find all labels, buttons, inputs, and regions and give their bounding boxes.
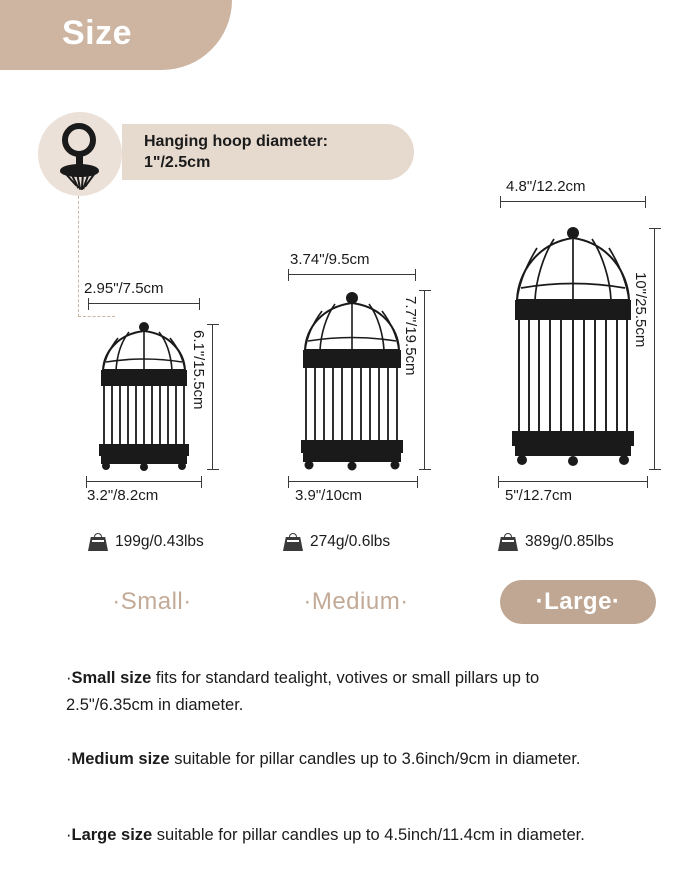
size-chip-large[interactable]: ·Large· (500, 580, 656, 624)
weight-value-medium: 274g/0.6lbs (310, 533, 391, 550)
size-chip-medium[interactable]: ·Medium· (303, 588, 409, 615)
dim-line-small-height (212, 324, 213, 470)
cage-svg-medium (288, 288, 416, 478)
hanging-hoop-illustration (36, 110, 124, 198)
dim-line-medium-base (288, 481, 418, 482)
description-small-bold: Small size (71, 669, 152, 687)
cage-svg-small (88, 318, 200, 478)
dim-large-top-width: 4.8"/12.2cm (506, 178, 586, 195)
description-large-prefix: · (66, 826, 72, 844)
weight-icon (283, 533, 303, 551)
weight-value-large: 389g/0.85lbs (525, 533, 614, 550)
callout-leader-line (78, 196, 115, 317)
hoop-diameter-line2: 1"/2.5cm (144, 154, 211, 171)
dim-line-medium-top (288, 274, 416, 275)
dim-medium-base-width: 3.9"/10cm (295, 487, 363, 504)
dim-medium-top-width: 3.74"/9.5cm (290, 251, 370, 268)
dim-small-top-width: 2.95"/7.5cm (84, 280, 164, 297)
dim-small-height: 6.1"/15.5cm (190, 330, 207, 410)
hoop-diameter-line1: Hanging hoop diameter: (144, 133, 328, 150)
weight-row-small (88, 533, 204, 551)
dim-line-large-top (500, 201, 646, 202)
description-medium-prefix: · (66, 750, 72, 768)
page-title: Size (62, 14, 133, 52)
description-small-rest: fits for standard tealight, votives or small pillars up to 2.5"/6.35cm in diameter. (66, 669, 540, 714)
weight-value-small: 199g/0.43lbs (115, 533, 204, 550)
description-large-bold: Large size (71, 826, 153, 844)
size-chip-small[interactable]: ·Small· (112, 588, 192, 615)
description-small-prefix: · (66, 669, 72, 687)
hoop-diameter-callout (122, 124, 414, 180)
dim-line-medium-height (424, 290, 425, 470)
cage-illustration-large (500, 224, 646, 478)
cage-svg-large (500, 224, 646, 478)
cage-illustration-small (88, 318, 200, 478)
dim-line-small-base (86, 481, 202, 482)
weight-icon (498, 533, 518, 551)
description-medium-rest: suitable for pillar candles up to 3.6inch/9cm in diameter. (169, 750, 581, 768)
dim-large-height: 10"/25.5cm (632, 272, 649, 348)
hanging-hoop-icon (62, 123, 96, 157)
cage-illustration-medium (288, 288, 416, 478)
dim-medium-height: 7.7"/19.5cm (402, 296, 419, 376)
description-large-rest: suitable for pillar candles up to 4.5inch/11.4cm in diameter. (152, 826, 585, 844)
description-medium-bold: Medium size (71, 750, 170, 768)
weight-row-large (498, 533, 614, 551)
description-large (66, 822, 626, 849)
weight-row-medium (283, 533, 390, 551)
dim-small-base-width: 3.2"/8.2cm (87, 487, 159, 504)
dim-line-large-base (498, 481, 648, 482)
description-medium (66, 746, 626, 773)
dim-large-base-width: 5"/12.7cm (505, 487, 573, 504)
description-small (66, 665, 626, 719)
weight-icon (88, 533, 108, 551)
dim-line-small-top (88, 303, 200, 304)
dim-line-large-height (654, 228, 655, 470)
